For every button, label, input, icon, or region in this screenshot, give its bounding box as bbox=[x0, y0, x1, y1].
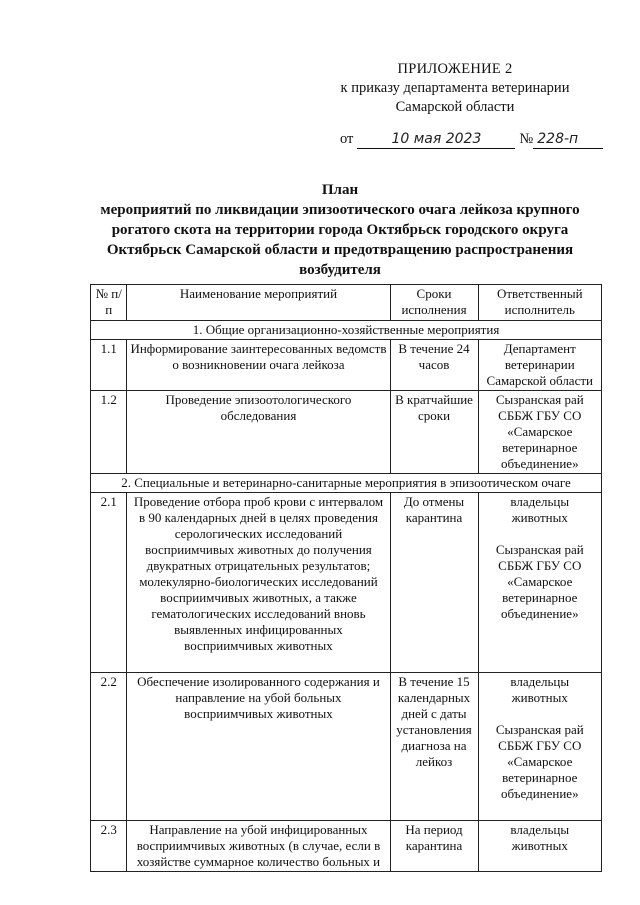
row-num: 1.1 bbox=[91, 340, 127, 391]
row-resp bbox=[478, 673, 601, 821]
row-name: Направление на убой инфицированных восприимчивых животных (в случае, если в хозяйстве суммарное количество больных и bbox=[127, 821, 390, 872]
order-number-field bbox=[533, 131, 603, 149]
row-num: 2.3 bbox=[91, 821, 127, 872]
section-1-title: 1. Общие организационно-хозяйственные мероприятия bbox=[91, 321, 602, 340]
row-resp: Департамент ветеринарии Самарской области bbox=[478, 340, 601, 391]
row-num: 2.2 bbox=[91, 673, 127, 821]
row-term: В кратчайшие сроки bbox=[390, 391, 478, 474]
row-resp-owners: владельцы животных bbox=[510, 674, 570, 705]
row-num: 1.2 bbox=[91, 391, 127, 474]
table-row bbox=[91, 340, 602, 391]
row-resp bbox=[478, 493, 601, 673]
row-name: Проведение эпизоотологического обследования bbox=[127, 391, 390, 474]
row-resp: Сызранская рай СББЖ ГБУ СО «Самарское ветеринарное объединение» bbox=[478, 391, 601, 474]
row-term: До отмены карантина bbox=[390, 493, 478, 673]
order-date: 10 мая 2023 bbox=[391, 131, 482, 147]
plan-heading: План bbox=[321, 182, 359, 198]
row-resp-owners: владельцы животных bbox=[510, 494, 570, 525]
header-name: Наименование мероприятий bbox=[127, 285, 390, 321]
table-row bbox=[91, 391, 602, 474]
row-name: Обеспечение изолированного содержания и направление на убой больных восприимчивых животных bbox=[127, 673, 390, 821]
plan-table bbox=[90, 284, 602, 872]
order-from-label: от bbox=[340, 131, 354, 147]
table-header-row bbox=[91, 285, 602, 321]
row-resp-org: Сызранская рай СББЖ ГБУ СО «Самарское ветеринарное объединение» bbox=[495, 542, 584, 621]
appendix-title: ПРИЛОЖЕНИЕ 2 bbox=[397, 61, 513, 77]
row-name: Информирование заинтересованных ведомств о возникновении очага лейкоза bbox=[127, 340, 390, 391]
row-resp: владельцы животных bbox=[478, 821, 601, 872]
table-row bbox=[91, 821, 602, 872]
row-term: На период карантина bbox=[390, 821, 478, 872]
appendix-region: Самарской области bbox=[395, 99, 515, 115]
header-term: Сроки исполнения bbox=[390, 285, 478, 321]
appendix-subtitle: к приказу департамента ветеринарии bbox=[340, 80, 570, 96]
section-row bbox=[91, 474, 602, 493]
order-number: 228-п bbox=[537, 131, 579, 147]
row-term: В течение 15 календарных дней с даты установления диагноза на лейкоз bbox=[390, 673, 478, 821]
row-num: 2.1 bbox=[91, 493, 127, 673]
row-name: Проведение отбора проб крови с интервалом в 90 календарных дней в целях проведения серологических исследований восприимчивых животных до получения двукратных отрицательных результатов; молекулярно-биологических исследований восприимчивых животных, а также гематологических исследований вновь выявленных инфицированных восприимчивых животных bbox=[127, 493, 390, 673]
header-num: № п/п bbox=[91, 285, 127, 321]
section-row bbox=[91, 321, 602, 340]
table-row bbox=[91, 493, 602, 673]
order-line bbox=[340, 131, 603, 149]
section-2-title: 2. Специальные и ветеринарно-санитарные мероприятия в эпизоотическом очаге bbox=[91, 474, 602, 493]
header-resp: Ответственный исполнитель bbox=[478, 285, 601, 321]
order-date-field bbox=[357, 131, 515, 149]
plan-title bbox=[90, 180, 590, 280]
row-term: В течение 24 часов bbox=[390, 340, 478, 391]
row-resp-org: Сызранская рай СББЖ ГБУ СО «Самарское ветеринарное объединение» bbox=[495, 722, 584, 801]
plan-description: мероприятий по ликвидации эпизоотического очага лейкоза крупного рогатого скота на территории города Октябрьск городского округа Октябрьск Самарской области и предотвращению распространения возбудителя bbox=[100, 202, 580, 278]
order-num-label: № bbox=[519, 131, 534, 147]
table-row bbox=[91, 673, 602, 821]
